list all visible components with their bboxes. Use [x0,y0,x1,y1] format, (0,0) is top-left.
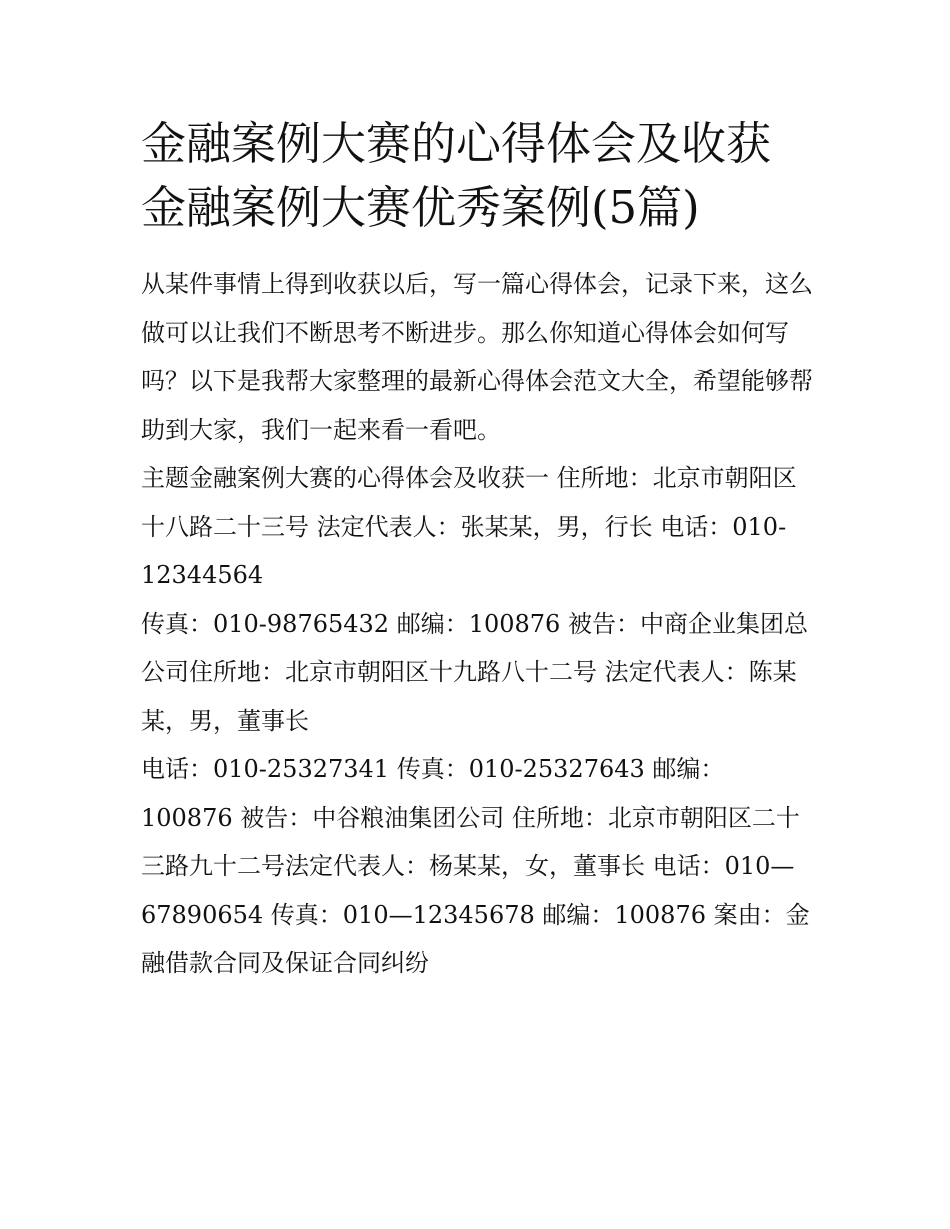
document-page [141,112,816,988]
plaintiff-info-paragraph: 主题金融案例大赛的心得体会及收获一 住所地：北京市朝阳区十八路二十三号 法定代表人：张某某，男，行长 电话：010-12344564 [141,464,797,589]
document-title: 金融案例大赛的心得体会及收获 金融案例大赛优秀案例(5篇) [141,117,772,234]
defendant-two-paragraph: 电话：010-25327341 传真：010-25327643 邮编：100876 被告：中谷粮油集团公司 住所地：北京市朝阳区二十三路九十二号法定代表人：杨某某，女，董事长 电话：010—67890654 传真：010—12345678 邮编：100876 案由：金融借款合同及保证合同纠纷 [141,755,810,977]
intro-paragraph: 从某件事情上得到收获以后，写一篇心得体会，记录下来，这么做可以让我们不断思考不断进步。那么你知道心得体会如何写吗？以下是我帮大家整理的最新心得体会范文大全，希望能够帮助到大家，我们一起来看一看吧。 [141,270,813,444]
defendant-one-paragraph: 传真：010-98765432 邮编：100876 被告：中商企业集团总公司住所地：北京市朝阳区十九路八十二号 法定代表人：陈某某，男，董事长 [141,609,808,735]
